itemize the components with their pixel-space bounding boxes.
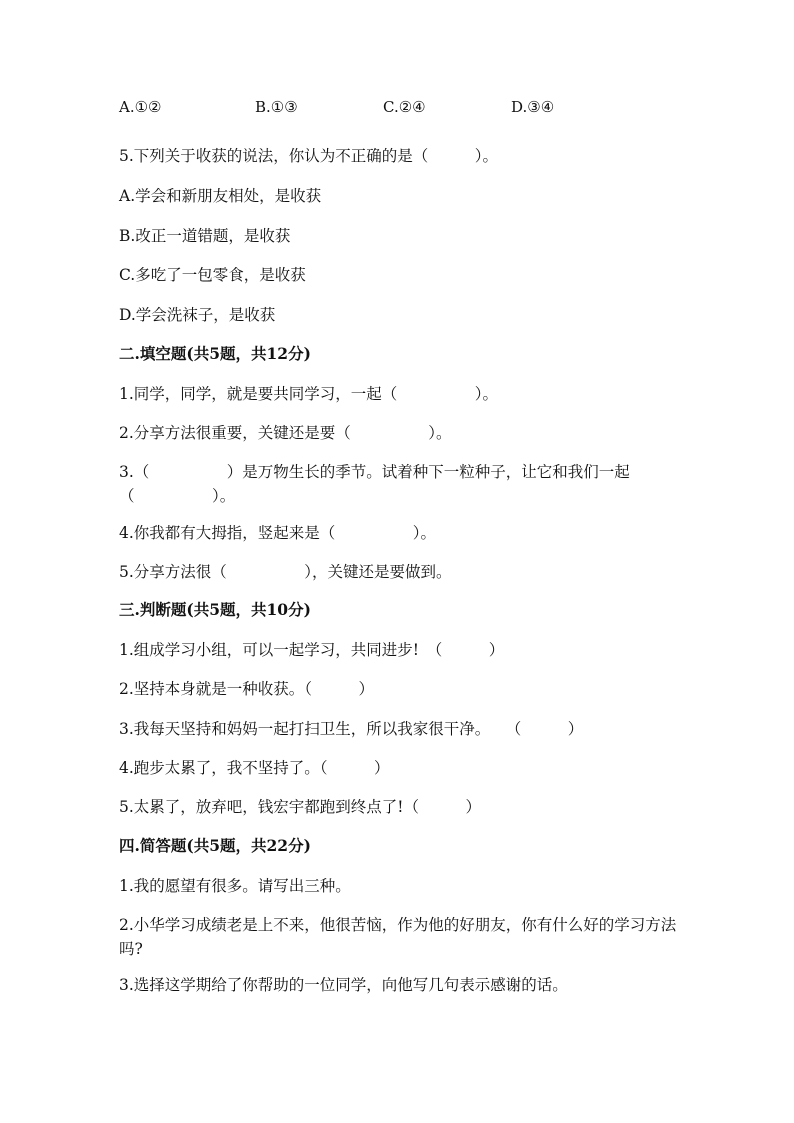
- question-5-option-b: B.改正一道错题，是收获: [119, 227, 291, 245]
- fill-blank-item-3: 3.（ ）是万物生长的季节。试着种下一粒种子，让它和我们一起（ ）。: [119, 463, 630, 505]
- question-5-option-c: C.多吃了一包零食，是收获: [119, 266, 306, 284]
- true-false-item-5: 5.太累了，放弃吧，钱宏宇都跑到终点了!（ ）: [119, 798, 482, 816]
- true-false-item-4: 4.跑步太累了，我不坚持了。（ ）: [119, 759, 390, 777]
- section-heading-true-false: 三.判断题(共5题，共10分): [119, 600, 311, 619]
- short-answer-item-2: 2.小华学习成绩老是上不来，他很苦恼，作为他的好朋友，你有什么好的学习方法吗?: [119, 916, 677, 958]
- question-5-option-d: D.学会洗袜子，是收获: [119, 306, 276, 324]
- option-c: C.②④: [383, 98, 426, 116]
- section-heading-short-answer: 四.简答题(共5题，共22分): [119, 836, 311, 855]
- option-a: A.①②: [119, 98, 162, 116]
- question-5-stem: 5.下列关于收获的说法，你认为不正确的是（ ）。: [119, 147, 499, 165]
- question-5-option-a: A.学会和新朋友相处，是收获: [119, 187, 322, 205]
- section-heading-fill-blank: 二.填空题(共5题，共12分): [119, 344, 311, 363]
- short-answer-item-3: 3.选择这学期给了你帮助的一位同学，向他写几句表示感谢的话。: [119, 976, 568, 994]
- fill-blank-item-4: 4.你我都有大拇指，竖起来是（ ）。: [119, 524, 437, 542]
- true-false-item-3: 3.我每天坚持和妈妈一起打扫卫生，所以我家很干净。 （ ）: [119, 720, 584, 738]
- fill-blank-item-1: 1.同学，同学，就是要共同学习，一起（ ）。: [119, 385, 499, 403]
- fill-blank-item-2: 2.分享方法很重要，关键还是要（ ）。: [119, 424, 452, 442]
- option-b: B.①③: [255, 98, 298, 116]
- fill-blank-item-5: 5.分享方法很（ ），关键还是要做到。: [119, 563, 452, 581]
- option-d: D.③④: [511, 98, 555, 116]
- short-answer-item-1: 1.我的愿望有很多。请写出三种。: [119, 877, 351, 895]
- true-false-item-1: 1.组成学习小组，可以一起学习，共同进步! （ ）: [119, 641, 505, 659]
- true-false-item-2: 2.坚持本身就是一种收获。（ ）: [119, 680, 375, 698]
